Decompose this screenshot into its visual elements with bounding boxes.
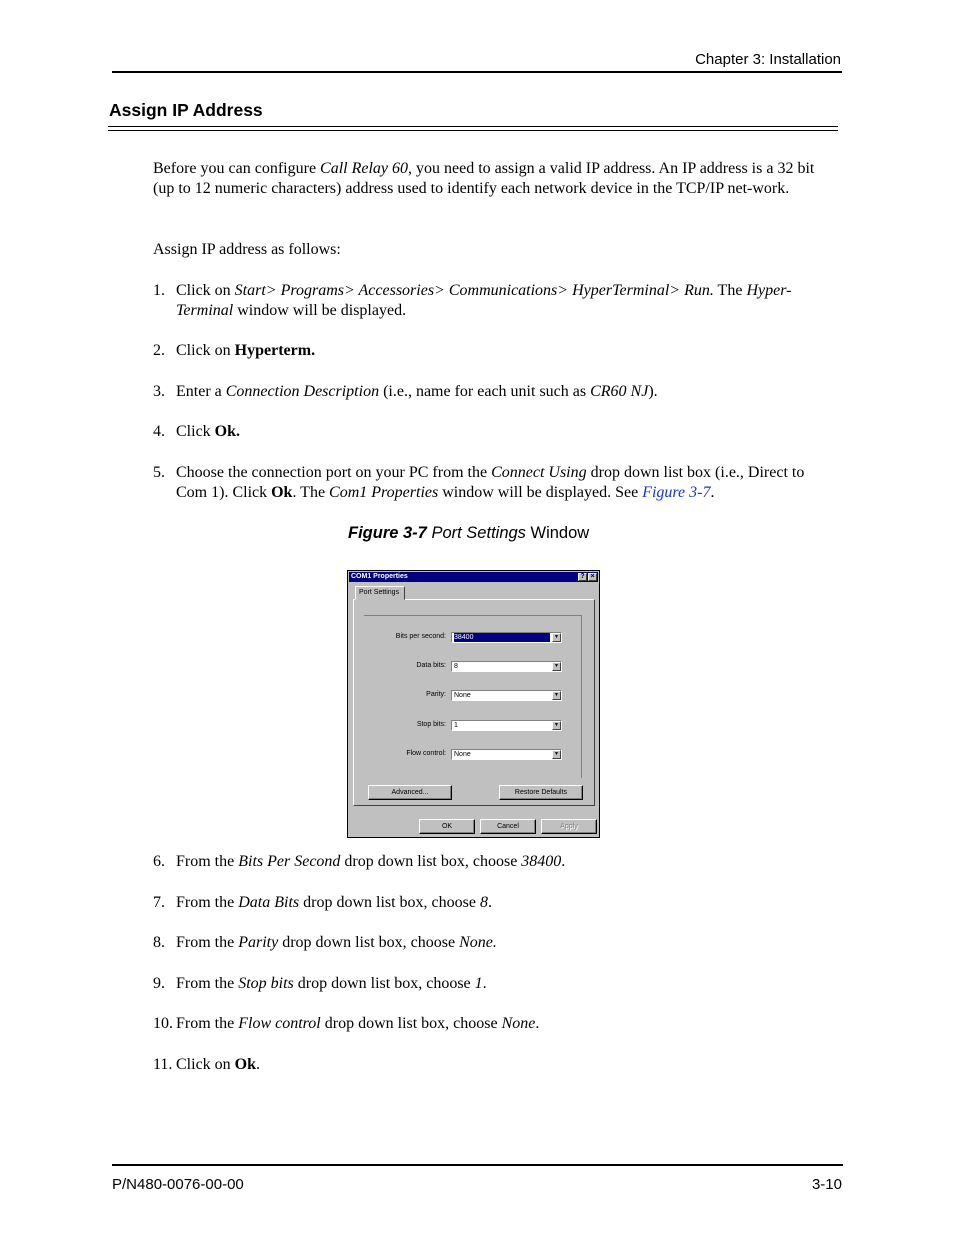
step-item: 2. Click on Hyperterm.	[153, 342, 316, 359]
step-item: 8. From the Parity drop down list box, choose None.	[153, 934, 497, 951]
step-item: 1. Click on Start> Programs> Accessories> Communications> HyperTerminal> Run. The Hyper-Terminal window will be displayed.	[153, 282, 792, 319]
step-number: 1.	[153, 282, 165, 299]
close-button[interactable]: ×	[588, 573, 597, 581]
parity-select[interactable]: None ▼	[451, 690, 562, 701]
chevron-down-icon[interactable]: ▼	[552, 633, 561, 642]
com1-properties-dialog	[347, 570, 600, 838]
step-number: 4.	[153, 423, 165, 440]
stop-bits-label: Stop bits:	[416, 721, 446, 728]
step-number: 6.	[153, 853, 165, 870]
step-number: 10.	[153, 1015, 173, 1032]
step-item: 11. Click on Ok.	[153, 1056, 261, 1073]
advanced-button[interactable]: Advanced...	[368, 785, 452, 800]
step-number: 8.	[153, 934, 165, 951]
chevron-down-icon[interactable]: ▼	[552, 691, 561, 700]
chevron-down-icon[interactable]: ▼	[552, 750, 561, 759]
dialog-titlebar	[349, 572, 598, 582]
section-rule-bottom	[108, 130, 838, 131]
step-number: 11.	[153, 1056, 173, 1073]
bits-per-second-label: Bits per second:	[395, 633, 446, 640]
dialog-title: COM1 Properties	[351, 573, 408, 580]
step-item: 10. From the Flow control drop down list box, choose None.	[153, 1015, 540, 1032]
step-number: 2.	[153, 342, 165, 359]
intro-paragraph: Before you can configure Call Relay 60, you need to assign a valid IP address. An IP address is a 32 bit (up to 12 numeric characters) address used to identify each network device in the TCP/IP net-work.	[153, 160, 815, 197]
bits-per-second-select[interactable]: 38400 ▼	[451, 632, 562, 643]
stop-bits-select[interactable]: 1 ▼	[451, 720, 562, 731]
step-number: 9.	[153, 975, 165, 992]
restore-defaults-button[interactable]: Restore Defaults	[499, 785, 583, 800]
parity-label: Parity:	[426, 691, 446, 698]
figure-caption: Figure 3-7 Port Settings Window	[348, 524, 590, 542]
step-item: 6. From the Bits Per Second drop down list box, choose 38400.	[153, 853, 566, 870]
figure-link[interactable]: Figure 3-7	[642, 484, 711, 501]
step-item: 7. From the Data Bits drop down list box, choose 8.	[153, 894, 492, 911]
ok-button[interactable]: OK	[419, 819, 475, 834]
step-item: 4. Click Ok.	[153, 423, 241, 440]
help-button[interactable]: ?	[578, 573, 587, 581]
data-bits-select[interactable]: 8 ▼	[451, 661, 562, 672]
step-item: 3. Enter a Connection Description (i.e., name for each unit such as CR60 NJ).	[153, 383, 658, 400]
chevron-down-icon[interactable]: ▼	[552, 662, 561, 671]
tab-port-settings[interactable]: Port Settings	[355, 586, 405, 600]
chevron-down-icon[interactable]: ▼	[552, 721, 561, 730]
step-number: 5.	[153, 464, 165, 481]
step-item: 9. From the Stop bits drop down list box, choose 1.	[153, 975, 487, 992]
footer-rule	[112, 1164, 843, 1166]
flow-control-label: Flow control:	[406, 750, 446, 757]
page-number: 3-10	[811, 1176, 842, 1193]
chapter-header: Chapter 3: Installation	[695, 51, 841, 68]
step-number: 3.	[153, 383, 165, 400]
step-item: 5. Choose the connection port on your PC from the Connect Using drop down list box (i.e., Direct to Com 1). Click Ok. The Com1 Properties window will be displayed. See Figure 3-7.	[153, 464, 805, 501]
part-number: P/N480-0076-00-00	[112, 1176, 244, 1193]
data-bits-label: Data bits:	[416, 662, 446, 669]
flow-control-select[interactable]: None ▼	[451, 749, 562, 760]
step-number: 7.	[153, 894, 165, 911]
cancel-button[interactable]: Cancel	[480, 819, 536, 834]
section-title: Assign IP Address	[109, 100, 263, 120]
apply-button: Apply	[541, 819, 597, 834]
section-rule-top	[108, 126, 838, 127]
assign-instructions: Assign IP address as follows:	[153, 241, 341, 258]
header-rule	[112, 71, 842, 73]
